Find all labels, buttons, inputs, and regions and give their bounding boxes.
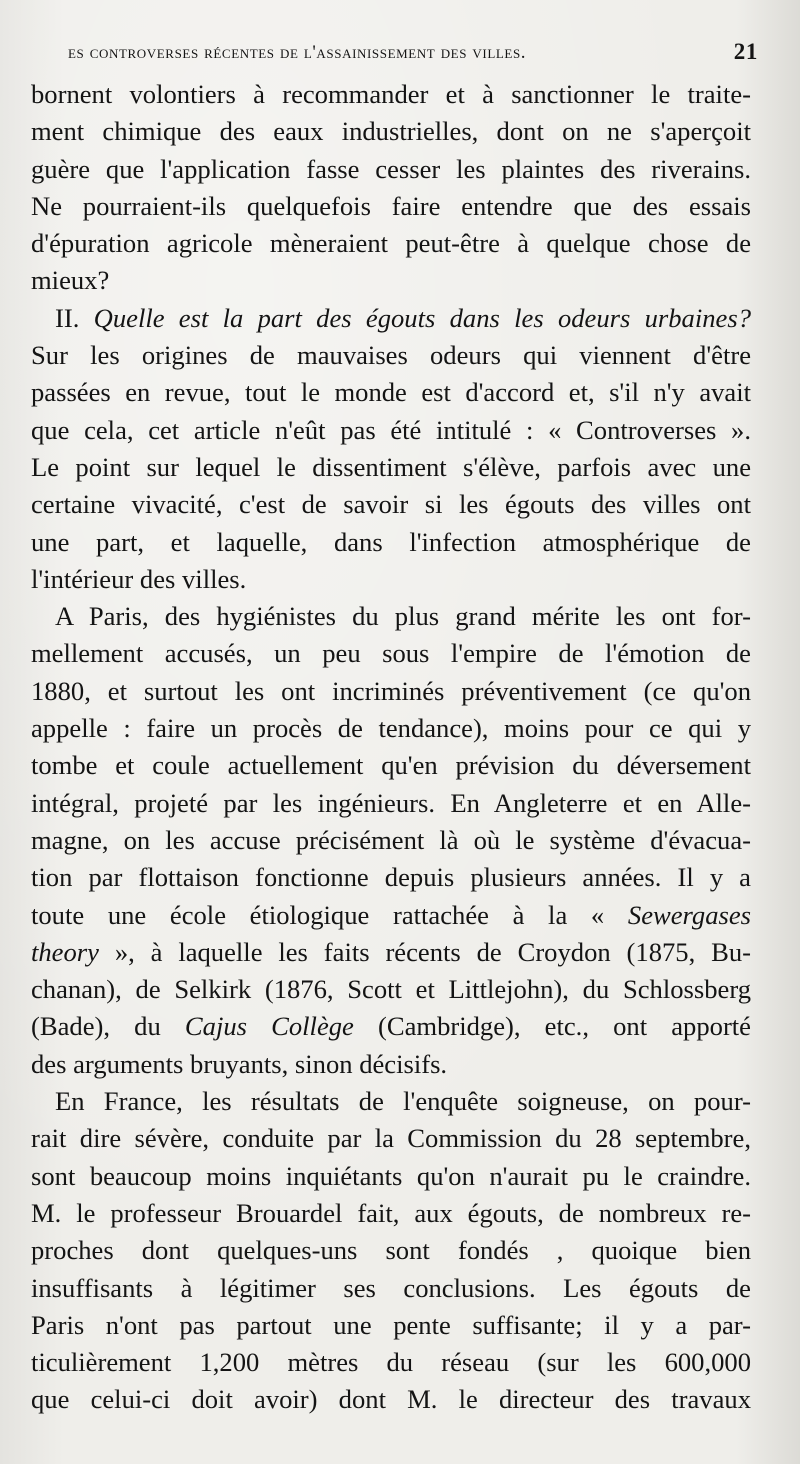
- text-segment: tombe et coule actuellement qu'en prévision du déversement: [31, 750, 751, 781]
- text-segment: mieux?: [31, 265, 110, 296]
- text-segment: A Paris, des hygiénistes du plus grand mérite les ont for-: [55, 601, 751, 632]
- text-line: [31, 262, 751, 299]
- italic-text: Sewergases: [627, 899, 751, 930]
- text-line: [31, 822, 751, 859]
- text-line: [31, 1270, 751, 1307]
- text-line: [31, 1195, 751, 1232]
- text-line: [31, 486, 751, 523]
- text-line: [31, 710, 751, 747]
- text-line: [31, 337, 751, 374]
- text-segment: certaine vivacité, c'est de savoir si les égouts des villes ont: [31, 489, 751, 520]
- text-line: [31, 561, 751, 598]
- text-segment: Paris n'ont pas partout une pente suffisante; il y a par-: [31, 1309, 751, 1340]
- text-line: [31, 524, 751, 561]
- text-line: [31, 1120, 751, 1157]
- text-line: [31, 188, 751, 225]
- text-segment: insuffisants à légitimer ses conclusions. Les égouts de: [31, 1272, 751, 1303]
- running-header: [68, 39, 758, 65]
- italic-text: Quelle est la part des égouts dans les odeurs urbaines?: [93, 302, 751, 333]
- text-segment: une part, et laquelle, dans l'infection atmosphérique de: [31, 526, 751, 557]
- text-segment: appelle : faire un procès de tendance), moins pour ce qui y: [31, 713, 751, 744]
- text-line: [31, 374, 751, 411]
- text-line: [31, 1381, 751, 1418]
- text-segment: que celui-ci doit avoir) dont M. le directeur des travaux: [31, 1384, 751, 1415]
- text-segment: Sur les origines de mauvaises odeurs qui viennent d'être: [31, 340, 751, 371]
- text-segment: En France, les résultats de l'enquête soigneuse, on pour-: [55, 1086, 751, 1117]
- text-line: [31, 449, 751, 486]
- text-segment: mellement accusés, un peu sous l'empire de l'émotion de: [31, 638, 751, 669]
- text-segment: des arguments bruyants, sinon décisifs.: [31, 1048, 448, 1079]
- text-segment: ment chimique des eaux industrielles, dont on ne s'aperçoit: [31, 116, 751, 147]
- text-segment: chanan), de Selkirk (1876, Scott et Littlejohn), du Schlossberg: [31, 974, 751, 1005]
- text-line: [31, 412, 751, 449]
- running-title: es controverses récentes de l'assainissement des villes.: [68, 42, 527, 63]
- text-segment: Ne pourraient-ils quelquefois faire entendre que des essais: [31, 190, 751, 221]
- text-line: [31, 934, 751, 971]
- text-segment: intégral, projeté par les ingénieurs. En Angleterre et en Alle-: [31, 787, 751, 818]
- text-line: [31, 598, 751, 635]
- text-line: [31, 76, 751, 113]
- italic-text: Cajus Collège: [184, 1011, 354, 1042]
- text-segment: II.: [55, 302, 94, 333]
- text-line: [31, 859, 751, 896]
- text-line: [31, 785, 751, 822]
- text-line: [31, 1232, 751, 1269]
- text-line: [31, 113, 751, 150]
- text-segment: (Cambridge), etc., ont apporté: [353, 1011, 751, 1042]
- text-segment: passées en revue, tout le monde est d'accord et, s'il n'y avait: [31, 377, 751, 408]
- text-line: [31, 673, 751, 710]
- text-line: [31, 1008, 751, 1045]
- text-segment: ticulièrement 1,200 mètres du réseau (sur les 600,000: [31, 1347, 751, 1378]
- text-segment: tion par flottaison fonctionne depuis plusieurs années. Il y a: [31, 862, 751, 893]
- text-segment: guère que l'application fasse cesser les plaintes des riverains.: [31, 153, 751, 184]
- italic-text: theory: [31, 936, 99, 967]
- text-line: [31, 971, 751, 1008]
- text-segment: 1880, et surtout les ont incriminés préventivement (ce qu'on: [31, 675, 751, 706]
- text-line: [31, 300, 751, 337]
- text-segment: l'intérieur des villes.: [31, 563, 247, 594]
- text-segment: Le point sur lequel le dissentiment s'élève, parfois avec une: [31, 451, 751, 482]
- text-line: [31, 897, 751, 934]
- text-segment: rait dire sévère, conduite par la Commission du 28 septembre,: [31, 1123, 751, 1154]
- text-line: [31, 635, 751, 672]
- text-segment: bornent volontiers à recommander et à sanctionner le traite-: [31, 79, 751, 109]
- text-line: [31, 1046, 751, 1083]
- text-segment: », à laquelle les faits récents de Croydon (1875, Bu-: [98, 936, 751, 967]
- text-segment: proches dont quelques-uns sont fondés , quoique bien: [31, 1235, 751, 1266]
- page-number: 21: [733, 39, 758, 64]
- text-segment: (Bade), du: [31, 1011, 185, 1042]
- text-segment: toute une école étiologique rattachée à la «: [31, 899, 628, 930]
- body-text: [31, 76, 751, 1419]
- text-line: [31, 1344, 751, 1381]
- text-line: [31, 747, 751, 784]
- text-line: [31, 1307, 751, 1344]
- text-line: [31, 225, 751, 262]
- text-segment: M. le professeur Brouardel fait, aux égouts, de nombreux re-: [31, 1197, 751, 1228]
- text-segment: d'épuration agricole mèneraient peut-être à quelque chose de: [31, 228, 751, 259]
- text-segment: que cela, cet article n'eût pas été intitulé : « Controverses ».: [31, 414, 751, 445]
- text-line: [31, 1158, 751, 1195]
- text-line: [31, 151, 751, 188]
- text-segment: sont beaucoup moins inquiétants qu'on n'aurait pu le craindre.: [31, 1160, 751, 1191]
- text-segment: magne, on les accuse précisément là où le système d'évacua-: [31, 824, 751, 855]
- text-line: [31, 1083, 751, 1120]
